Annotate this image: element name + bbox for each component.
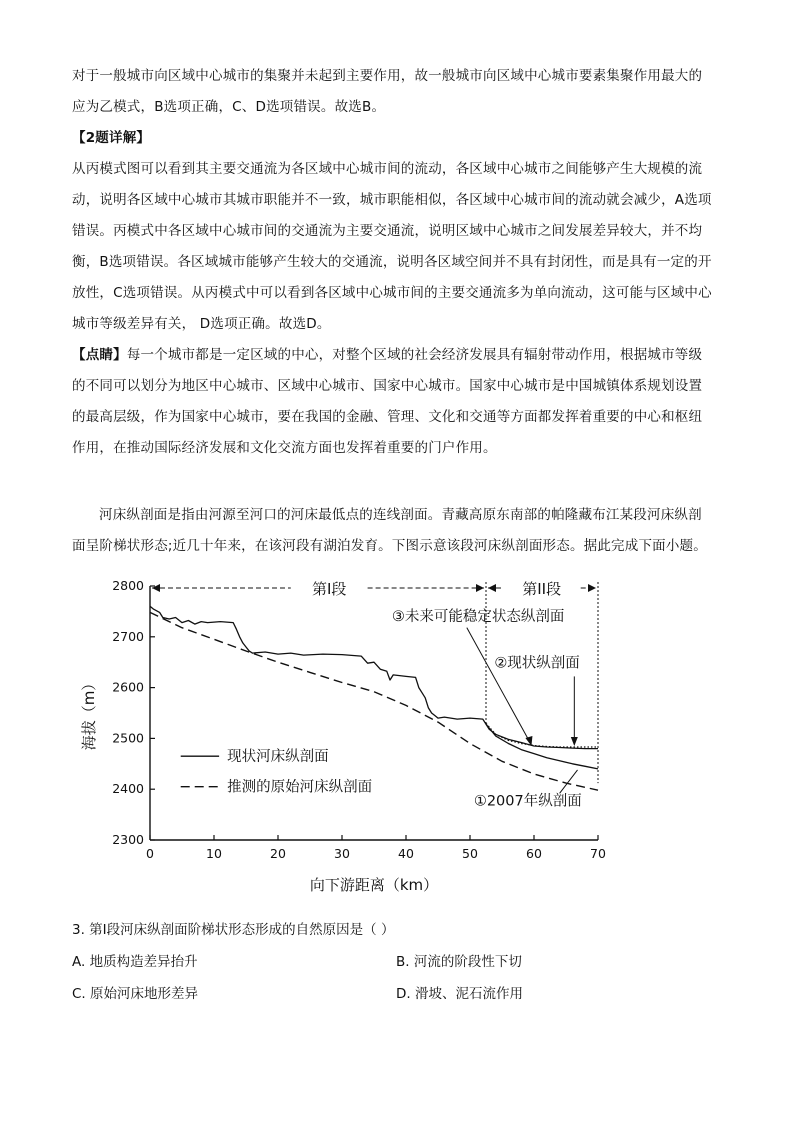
q2-heading: 【2题详解】 xyxy=(72,130,151,146)
y-tick-label: 2400 xyxy=(112,781,144,797)
text-line: 错误。丙模式中各区域中心城市间的交通流为主要交通流，说明区域中心城市之间发展差异较大，并不均 xyxy=(72,223,703,239)
x-tick-label: 20 xyxy=(270,846,286,861)
annotation-pointer xyxy=(467,628,532,745)
text-line: 放性，C选项错误。从丙模式中可以看到各区域中心城市间的主要交通流多为单向流动，这可能与区域中心 xyxy=(72,285,712,301)
text-line: 河床纵剖面是指由河源至河口的河床最低点的连线剖面。青藏高原东南部的帕隆藏布江某段河床纵剖 xyxy=(99,507,702,523)
option-b[interactable]: B. 河流的阶段性下切 xyxy=(396,954,522,970)
text-line: 面呈阶梯状形态;近几十年来，在该河段有湖泊发育。下图示意该段河床纵剖面形态。据此完成下面小题。 xyxy=(72,538,707,554)
x-tick-label: 30 xyxy=(334,846,350,861)
annotation-pointer xyxy=(560,770,578,793)
question-stem: 3. 第Ⅰ段河床纵剖面阶梯状形态形成的自然原因是（ ） xyxy=(72,922,395,938)
option-c[interactable]: C. 原始河床地形差异 xyxy=(72,986,199,1002)
arrow-head xyxy=(488,584,496,592)
chart-overlay xyxy=(152,580,598,809)
text-line xyxy=(72,340,724,371)
x-tick-label: 70 xyxy=(590,846,606,861)
arrow-head xyxy=(476,584,484,592)
text-line: 的最高层级，作为国家中心城市，要在我国的金融、管理、文化和交通等方面都发挥着重要的中心和枢纽 xyxy=(72,409,703,425)
text-line: 作用，在推动国际经济发展和文化交流方面也发挥着重要的门户作用。 xyxy=(72,440,497,456)
text-line: 从丙模式图可以看到其主要交通流为各区域中心城市间的流动，各区域中心城市之间能够产生大规模的流 xyxy=(72,161,703,177)
annotation-current-profile: ②现状纵剖面 xyxy=(494,655,580,672)
text-line: 衡，B选项错误。各区域城市能够产生较大的交通流，说明各区域空间并不具有封闭性，而是具有一定的开 xyxy=(72,254,712,270)
y-tick-label: 2700 xyxy=(112,628,144,644)
x-tick-label: 60 xyxy=(526,846,542,861)
x-tick-label: 0 xyxy=(146,846,154,861)
x-tick-label: 40 xyxy=(398,846,414,861)
section1-label: 第I段 xyxy=(311,580,347,598)
note-section xyxy=(72,340,724,464)
text-line: 对于一般城市向区域中心城市的集聚并未起到主要作用，故一般城市向区域中心城市要素集聚作用最大的 xyxy=(72,68,703,84)
y-tick-label: 2300 xyxy=(112,832,144,847)
section2-label: 第II段 xyxy=(522,580,562,598)
x-tick-label: 50 xyxy=(462,846,478,861)
text-line: 的不同可以划分为地区中心城市、区域中心城市、国家中心城市。国家中心城市是中国城镇体系规划设置 xyxy=(72,378,703,394)
y-tick-label: 2800 xyxy=(112,578,144,593)
arrow-head xyxy=(152,584,160,592)
note-text: 每一个城市都是一定区域的中心，对整个区域的社会经济发展具有辐射带动作用，根据城市等级 xyxy=(126,347,703,363)
y-axis-label: 海拔（m） xyxy=(80,675,98,751)
answer-1-continuation xyxy=(72,61,724,123)
chart-series xyxy=(150,606,598,790)
riverbed-profile-chart xyxy=(72,570,632,900)
series-line xyxy=(150,606,598,748)
q2-explanation xyxy=(72,123,724,340)
chart-ticks xyxy=(80,578,606,894)
text-line: 应为乙模式，B选项正确，C、D选项错误。故选B。 xyxy=(72,99,386,115)
option-d[interactable]: D. 滑坡、泥石流作用 xyxy=(396,986,523,1002)
annotation-2007-profile: ①2007年纵剖面 xyxy=(473,793,582,810)
legend-label-original: 推测的原始河床纵剖面 xyxy=(227,779,373,796)
y-tick-label: 2500 xyxy=(112,730,144,746)
annotation-future-profile: ③未来可能稳定状态纵剖面 xyxy=(391,609,565,626)
text-line: 动，说明各区域中心城市其城市职能并不一致，城市职能相似，各区域中心城市间的流动就会减少，A选项 xyxy=(72,192,712,208)
series-line xyxy=(150,612,598,790)
material-intro xyxy=(72,500,724,562)
arrow-head xyxy=(588,584,596,592)
text-line: 城市等级差异有关， D选项正确。故选D。 xyxy=(72,316,331,332)
arrow-head xyxy=(571,737,578,746)
y-tick-label: 2600 xyxy=(112,679,144,695)
x-axis-label: 向下游距离（km） xyxy=(309,876,439,894)
series-line xyxy=(486,723,598,747)
x-tick-label: 10 xyxy=(206,846,222,861)
note-heading: 【点睛】 xyxy=(72,347,127,363)
option-a[interactable]: A. 地质构造差异抬升 xyxy=(72,954,198,970)
legend-label-current: 现状河床纵剖面 xyxy=(227,749,329,766)
